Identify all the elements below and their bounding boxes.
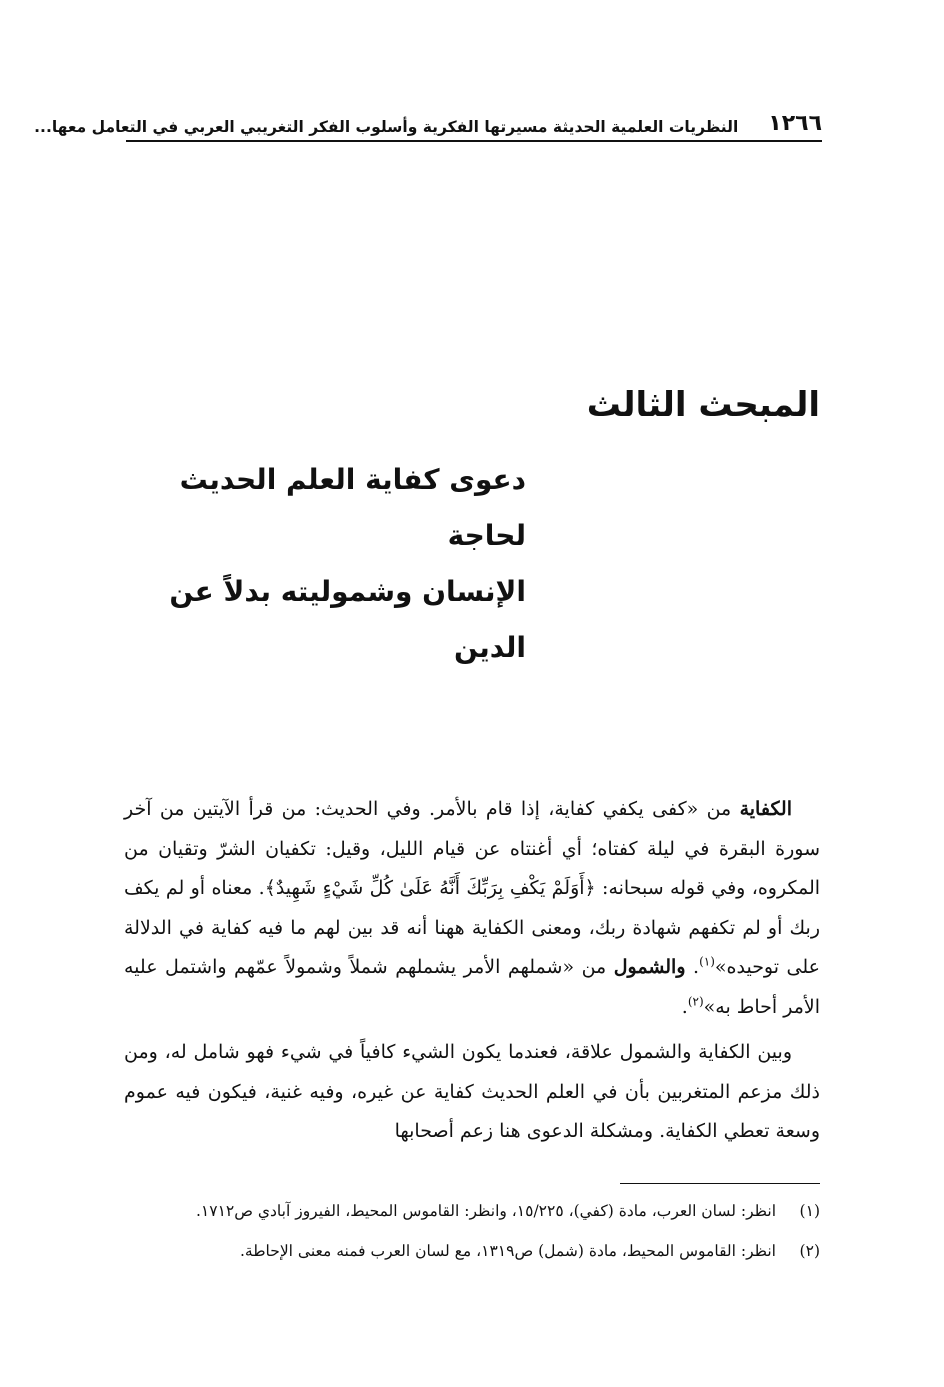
section-title-line-1: دعوى كفاية العلم الحديث لحاجة bbox=[179, 463, 526, 552]
footnotes bbox=[124, 1196, 820, 1276]
paragraph-1 bbox=[124, 790, 820, 1027]
footnote-number: (١) bbox=[799, 1202, 820, 1220]
footnote-2 bbox=[124, 1236, 820, 1266]
page-number: ١٢٦٦ bbox=[768, 111, 822, 136]
footnote-number: (٢) bbox=[799, 1242, 820, 1260]
quran-verse: ﴿أَوَلَمْ يَكْفِ بِرَبِّكَ أَنَّهُ عَلَىٰ كُلِّ شَيْءٍ شَهِيدٌ﴾ bbox=[264, 877, 596, 899]
footnote-ref-1[interactable]: (١) bbox=[699, 954, 715, 969]
paragraph-2: وبين الكفاية والشمول علاقة، فعندما يكون الشيء كافياً في شيء فهو شامل له، ومن ذلك مزعم المتغربين بأن في العلم الحديث كفاية عن غيره، وفيه غنية، فيكون فيه عموم وسعة تعطي الكفاية. ومشكلة الدعوى هنا زعم أصحابها bbox=[124, 1041, 820, 1142]
footnote-1 bbox=[124, 1196, 820, 1226]
section-label: المبحث الثالث bbox=[586, 385, 820, 425]
paragraph-1-text-d: من «شملهم الأمر يشملهم شملاً وشمولاً عمّهم واشتمل عليه الأمر أحاط به» bbox=[124, 956, 820, 1018]
paragraph-1-text-c: . bbox=[685, 956, 700, 978]
section-title-line-2: الإنسان وشموليته بدلاً عن الدين bbox=[169, 575, 526, 664]
term-shumul: والشمول bbox=[613, 956, 686, 978]
paragraph-1-text-e: . bbox=[681, 995, 688, 1018]
body-text bbox=[124, 790, 820, 1158]
running-header bbox=[34, 96, 822, 142]
paragraph-1-text-b: . معناه أو لم يكف ربك أو لم تكفهم شهادة ربك، ومعنى الكفاية ههنا أنه قد بين لهم ما فيه كفاية في الدلالة على توحيده» bbox=[124, 877, 820, 978]
footnote-text: انظر: القاموس المحيط، مادة (شمل) ص١٣١٩، مع لسان العرب فمنه معنى الإحاطة. bbox=[239, 1242, 776, 1260]
footnote-ref-2[interactable]: (٢) bbox=[687, 994, 704, 1009]
footnote-divider bbox=[620, 1183, 820, 1184]
paragraph-1-text-a: من «كفى يكفي كفاية، إذا قام بالأمر. وفي الحديث: من قرأ الآيتين من آخر سورة البقرة في ليلة كفتاه؛ أي أغنتاه عن قيام الليل، وقيل: تكفيان الشرّ وتقيان من المكروه، وفي قوله سبحانه: bbox=[124, 798, 821, 899]
section-title bbox=[106, 452, 526, 676]
term-kifaya: الكفاية bbox=[739, 798, 792, 820]
running-title: النظريات العلمية الحديثة مسيرتها الفكرية وأسلوب الفكر التغريبي العربي في التعامل معها... bbox=[34, 118, 739, 136]
footnote-text: انظر: لسان العرب، مادة (كفي)، ١٥/٢٢٥، وانظر: القاموس المحيط، الفيروز آبادي ص١٧١٢. bbox=[195, 1202, 776, 1220]
